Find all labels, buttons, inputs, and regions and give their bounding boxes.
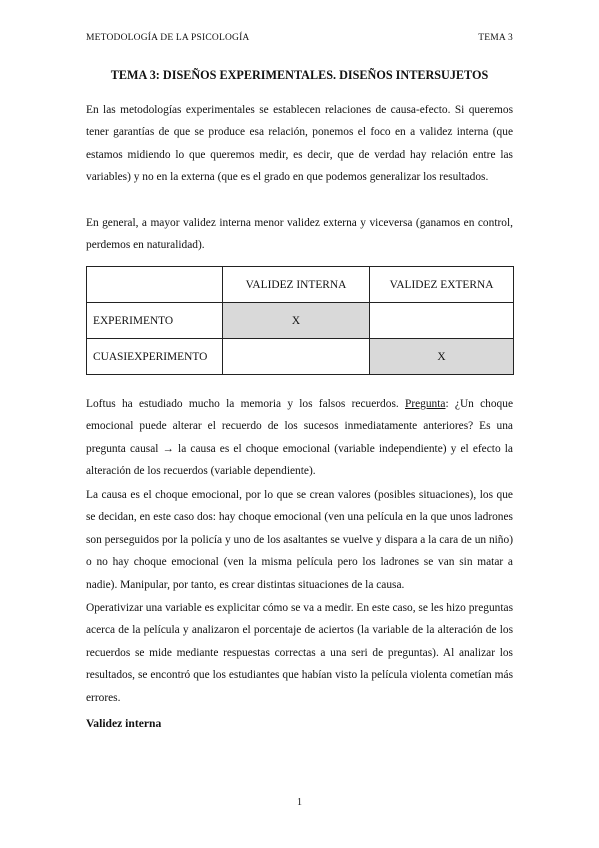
row-label-cuasiexperimento: CUASIEXPERIMENTO (87, 339, 223, 375)
paragraph-validity-tradeoff: En general, a mayor validez interna menor validez externa y viceversa (ganamos en control, perdemos en naturalidad). (86, 217, 513, 252)
page-header (86, 33, 513, 43)
paragraph-manipulation: La causa es el choque emocional, por lo que se crean valores (posibles situaciones), los que se decidan, en este caso dos: hay choque emocional (ven una película en la que unos ladrones son perseguidos por la policía y uno de los asaltantes se vuelve y dispara a la cara de un niño) o no hay choque emocional (ven la misma película pero los ladrones se van sin matar a nadie). Manipular, por tanto, es crear distintas situaciones de la causa. (86, 489, 513, 591)
paragraph-loftus (86, 393, 513, 483)
header-topic: TEMA 3 (478, 33, 513, 43)
loftus-question-text: : ¿Un choque emocional puede alterar el recuerdo de los sucesos inmediatamente anteriores? Es una pregunta causal → la causa es el choque emocional (variable independiente) y el efecto la alteración de los recuerdos (variable dependiente). (86, 398, 514, 478)
cell-experimento-externa (370, 303, 514, 339)
loftus-intro-text: Loftus ha estudiado mucho la memoria y los falsos recuerdos. (86, 398, 405, 410)
table-header-cell-empty (87, 267, 223, 303)
table-header-interna: VALIDEZ INTERNA (223, 267, 370, 303)
cell-cuasiexperimento-externa: X (370, 339, 514, 375)
paragraph-operationalization: Operativizar una variable es explicitar cómo se va a medir. En este caso, se les hizo preguntas acerca de la película y analizaron el porcentaje de aciertos (la variable de la alteración de los recuerdos se mide mediante respuestas correctas a una seri de preguntas). Al analizar los resultados, se encontró que los estudiantes que habían visto la película violenta cometían más errores. (86, 602, 513, 704)
table-row (87, 339, 514, 375)
section-heading-validez-interna: Validez interna (86, 717, 162, 730)
cell-cuasiexperimento-interna (223, 339, 370, 375)
header-course-title: METODOLOGÍA DE LA PSICOLOGÍA (86, 33, 250, 43)
cell-experimento-interna: X (223, 303, 370, 339)
table-header-row (87, 267, 514, 303)
document-title: TEMA 3: DISEÑOS EXPERIMENTALES. DISEÑOS INTERSUJETOS (110, 68, 489, 82)
page-number: 1 (297, 797, 302, 808)
pregunta-label: Pregunta (404, 398, 446, 410)
validity-table (86, 266, 514, 375)
row-label-experimento: EXPERIMENTO (87, 303, 223, 339)
table-header-externa: VALIDEZ EXTERNA (370, 267, 514, 303)
table-row (87, 303, 514, 339)
paragraph-intro: En las metodologías experimentales se establecen relaciones de causa-efecto. Si queremos tener garantías de que se produce esa relación, ponemos el foco en a validez interna (que estamos midiendo lo que queremos medir, es decir, que de verdad hay relación entre las variables) y no en la externa (que es el grado en que podemos generalizar los resultados. (86, 104, 513, 184)
